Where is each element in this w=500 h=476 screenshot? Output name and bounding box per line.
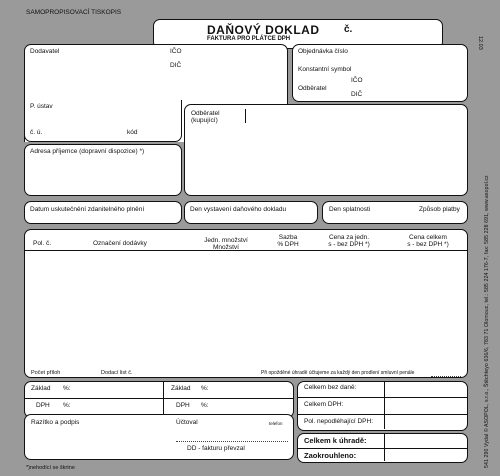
- due-date-box: [322, 201, 468, 224]
- stamp-box: [24, 414, 294, 460]
- vat-base-label-2: Základ: [171, 385, 191, 392]
- totals-box: [297, 381, 468, 431]
- total-vat-label: Celkem DPH:: [304, 401, 344, 408]
- supplier-ico: IČO: [170, 48, 182, 55]
- recipient-label: Adresa příjemce (dopravní dispozice) *): [30, 148, 145, 155]
- non-taxable-label: Pol. nepodléhající DPH:: [304, 418, 374, 425]
- amount-due-label: Celkem k úhradě:: [304, 436, 367, 445]
- attachments-label: Počet příloh: [31, 370, 61, 376]
- items-header-rule: [25, 250, 467, 251]
- amount-due-col-divider: [384, 434, 385, 461]
- publisher-tag: SAMOPROPISOVACÍ TISKOPIS: [26, 9, 122, 16]
- customer-dic: DIČ: [351, 91, 363, 98]
- items-table: [24, 229, 468, 378]
- col-description: Označení dodávky: [93, 240, 147, 247]
- col-unit: [201, 237, 251, 251]
- totals-row-divider-2: [298, 414, 467, 415]
- customer-label: Odběratel: [298, 85, 327, 92]
- col-unit-line1: Jedn. množství: [204, 237, 248, 244]
- col-position: Pol. č.: [33, 240, 52, 247]
- buyer-box: [184, 104, 468, 196]
- col-vat-rate-line2: % DPH: [277, 241, 299, 248]
- col-vat-rate-line1: Sazba: [278, 234, 298, 241]
- invoice-number-label: č.: [344, 24, 353, 35]
- publisher-sidebar-text: 541 290 Vydal © ASOPOL, s.r.o., Štěchteyo 636/6, 783 71 Olomouc, tel.: 585 224 176-7, fax: 585 228 691, www.asopol.cz: [484, 175, 490, 468]
- col-unit-price: [319, 234, 379, 248]
- taxable-date-box: [24, 201, 182, 224]
- vat-summary-box: [24, 381, 294, 418]
- document-subtitle: FAKTURA PRO PLÁTCE DPH: [207, 36, 291, 42]
- totals-row-divider-1: [298, 397, 467, 398]
- vat-row-divider: [25, 398, 293, 399]
- supplier-label: Dodavatel: [30, 48, 60, 55]
- buyer-label: Odběratel: [191, 110, 220, 117]
- accountant-line: [176, 441, 288, 442]
- buyer-divider: [245, 109, 246, 123]
- col-unit-price-line1: Cena za jedn.: [328, 234, 370, 241]
- vat-dph-label-1: DPH: [36, 402, 50, 409]
- post-office-label: P. ústav: [30, 103, 53, 110]
- vat-base-percent-1: %:: [63, 385, 71, 392]
- constant-symbol-label: Konstantní symbol: [298, 66, 352, 73]
- bank-code-label: kód: [127, 129, 138, 136]
- totals-col-divider: [384, 382, 385, 429]
- dd-invoice-label: DD - fakturu převzal: [187, 445, 245, 452]
- vat-base-percent-2: %:: [201, 385, 209, 392]
- col-vat-rate: [268, 234, 308, 248]
- customer-ico: IČO: [351, 77, 363, 84]
- rounded-label: Zaokrouhleno:: [304, 451, 357, 460]
- account-label: č. ú.: [30, 129, 43, 136]
- amount-due-divider: [298, 448, 467, 449]
- form-code: 12.03: [477, 36, 483, 50]
- recipient-box: [24, 144, 182, 196]
- supplier-dic: DIČ: [170, 62, 182, 69]
- penalty-note: Při opožděné úhradě účtujeme za každý den prodlení smluvní penále: [261, 370, 415, 376]
- issue-date-label: Den vystavení daňového dokladu: [190, 206, 287, 213]
- vat-col-divider: [163, 382, 164, 416]
- penalty-fill-line: [431, 376, 461, 377]
- vat-base-label-1: Základ: [31, 385, 51, 392]
- vat-dph-percent-2: %:: [201, 402, 209, 409]
- delivery-note-label: Dodací list č.: [101, 370, 133, 376]
- buyer-label-sub: (kupující): [191, 117, 218, 124]
- amount-due-box: [297, 433, 468, 463]
- col-total-price-line1: Cena celkem: [409, 234, 447, 241]
- payment-method-label: Způsob platby: [419, 206, 460, 213]
- col-unit-line2: Množství: [212, 244, 239, 251]
- stamp-label: Razítko a podpis: [31, 419, 80, 426]
- col-total-price: [395, 234, 461, 248]
- order-box: [292, 44, 468, 102]
- taxable-date-label: Datum uskutečnění zdanitelného plnění: [30, 206, 145, 213]
- footnote: *)nehodící se škrtne: [26, 465, 75, 471]
- phone-label: telefon: [269, 421, 283, 426]
- vat-dph-percent-1: %:: [63, 402, 71, 409]
- order-number-label: Objednávka číslo: [298, 48, 348, 55]
- due-date-label: Den splatnosti: [329, 206, 371, 213]
- vat-dph-label-2: DPH: [176, 402, 190, 409]
- col-unit-price-line2: s - bez DPH *): [328, 241, 370, 248]
- col-total-price-line2: s - bez DPH *): [407, 241, 449, 248]
- issue-date-box: [184, 201, 318, 224]
- total-without-vat-label: Celkem bez daně:: [304, 384, 357, 391]
- accountant-label: Účtoval: [176, 419, 198, 426]
- document-title: DAŇOVÝ DOKLAD: [207, 23, 320, 37]
